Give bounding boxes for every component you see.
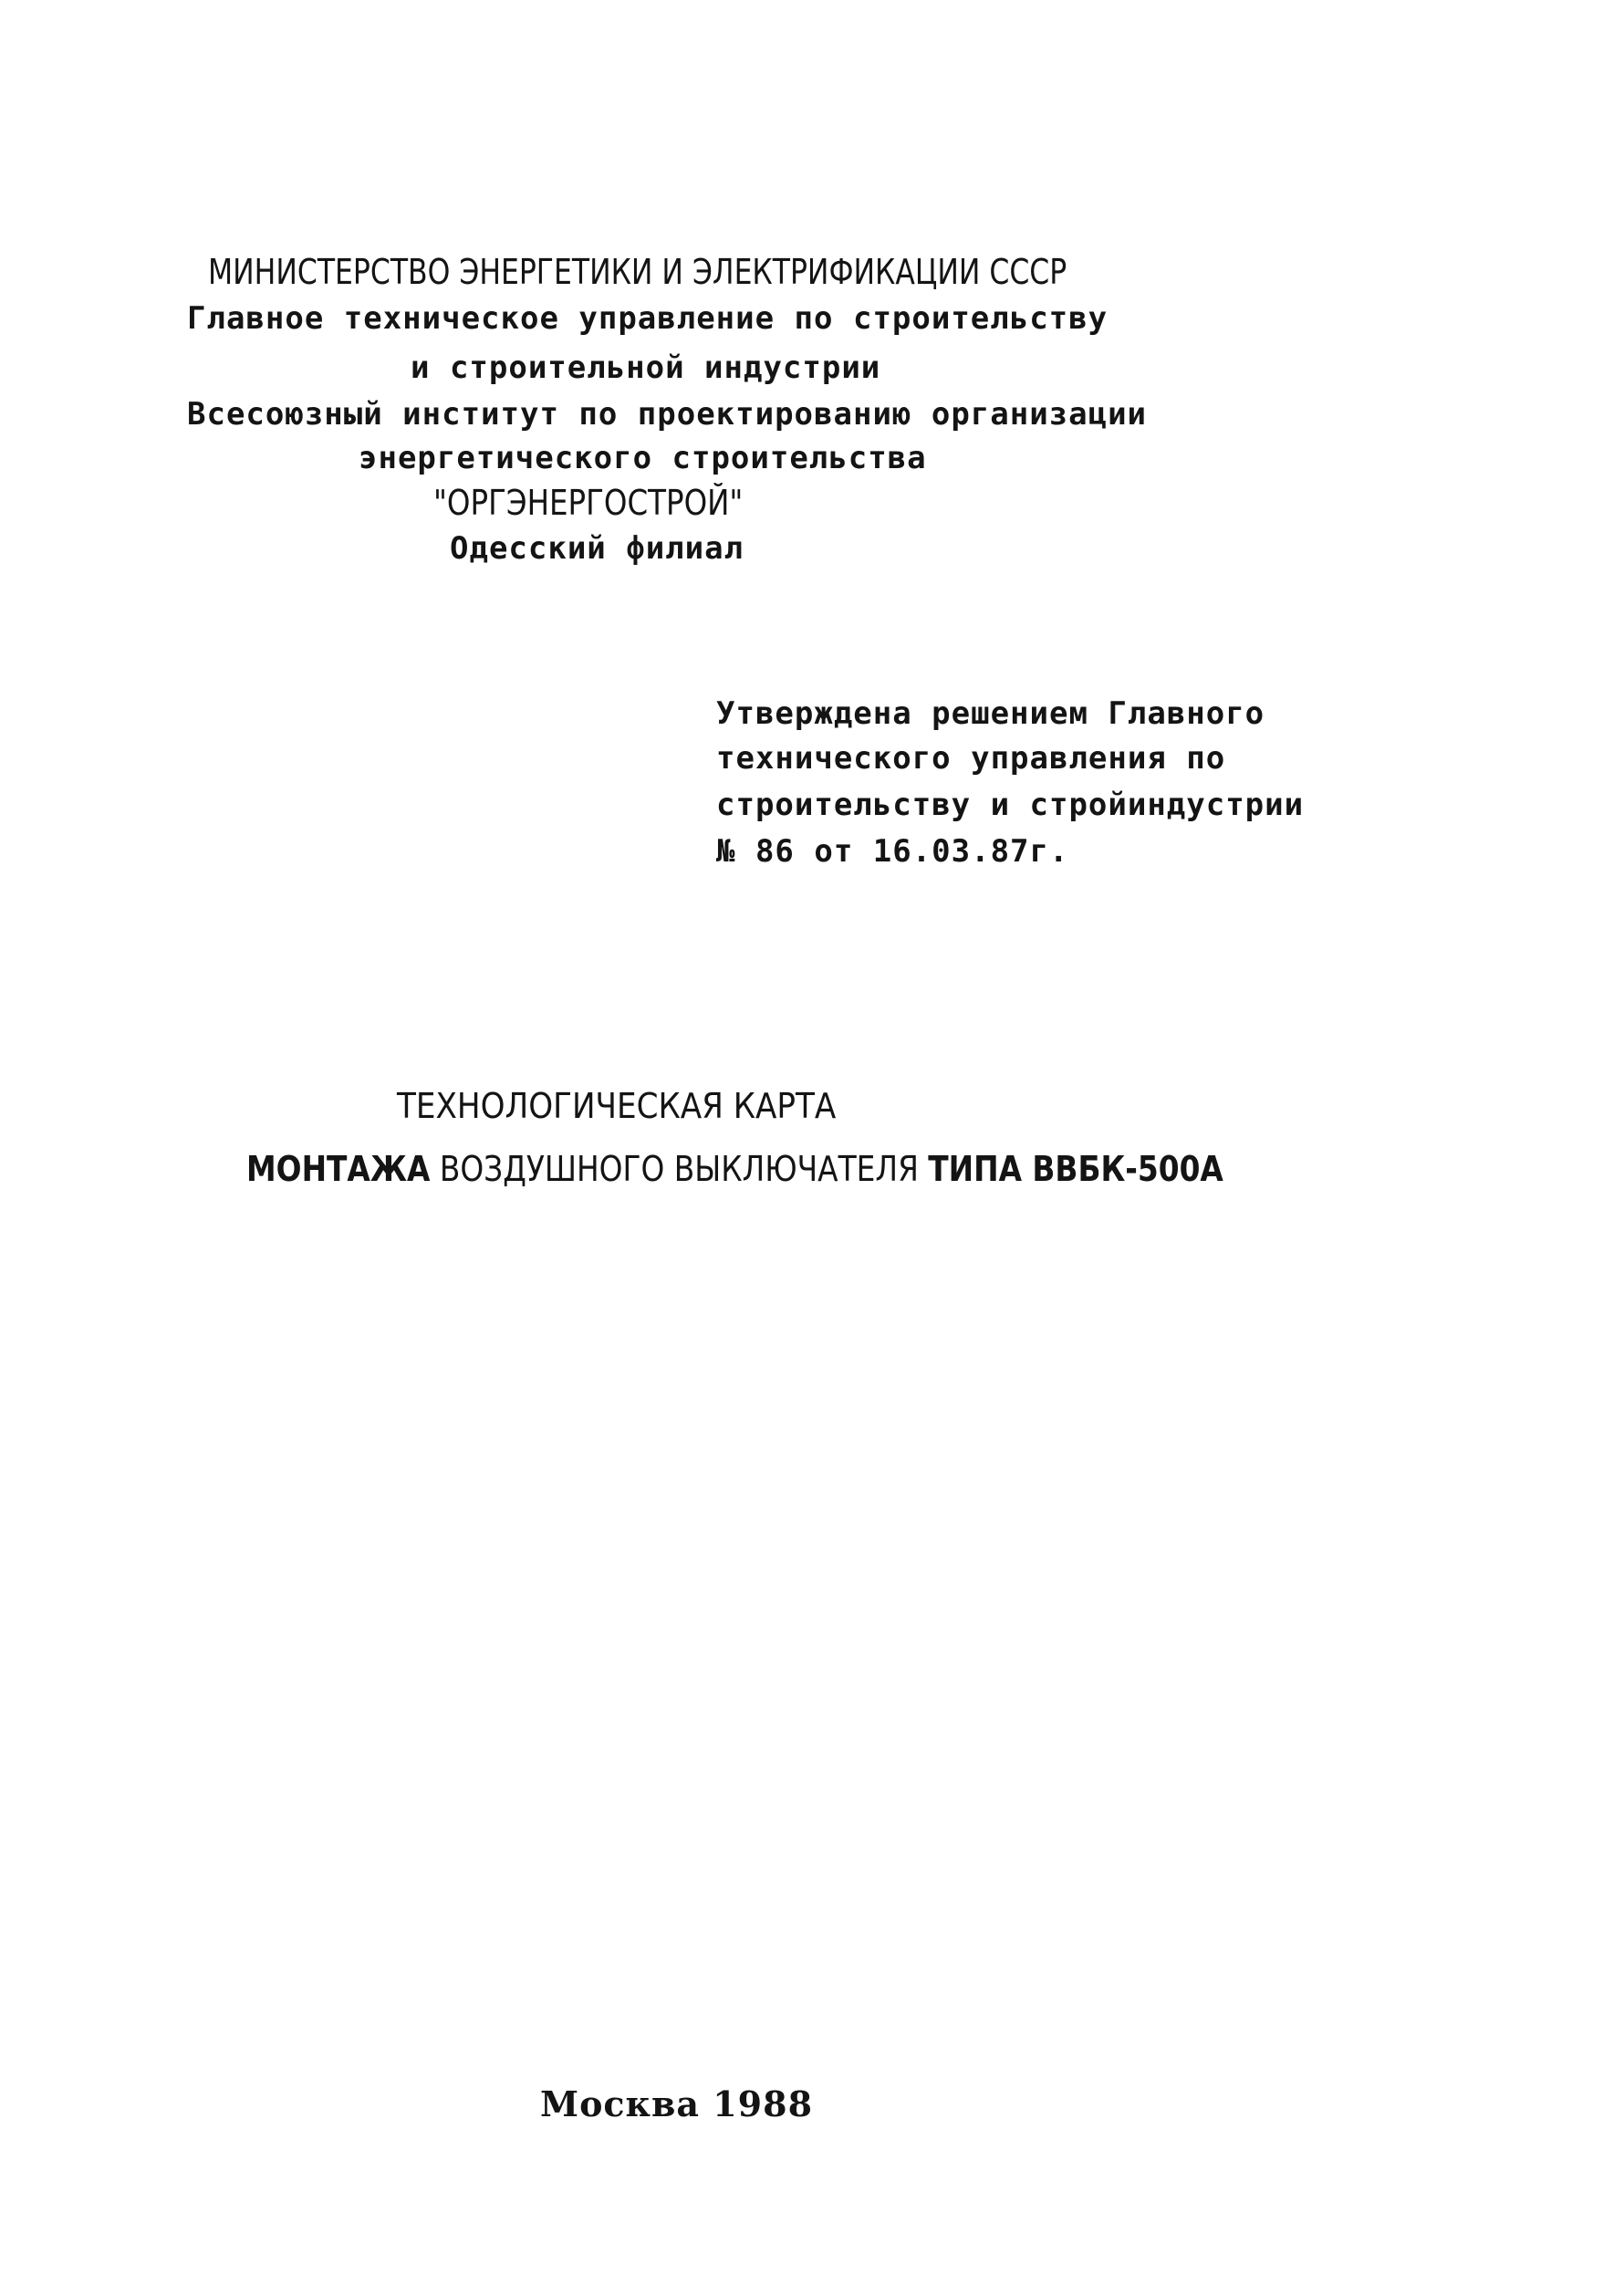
approval-line-3: строительству и стройиндустрии	[716, 787, 1305, 823]
ministry-heading: МИНИСТЕРСТВО ЭНЕРГЕТИКИ И ЭЛЕКТРИФИКАЦИИ СССР	[208, 252, 1067, 292]
institute-line-1: Всесоюзный институт по проектированию организации	[187, 396, 1148, 433]
institute-line-2: энергетического строительства	[359, 440, 927, 476]
organization-name: "ОРГЭНЕРГОСТРОЙ"	[433, 483, 744, 523]
title-type-text: ТИПА ВВБК-500А	[928, 1149, 1223, 1189]
city-year: Москва 1988	[540, 2083, 814, 2124]
directorate-line-1: Главное техническое управление по строительству	[187, 300, 1109, 337]
branch-name: Одесский филиал	[450, 530, 744, 567]
approval-line-4: № 86 от 16.03.87г.	[716, 833, 1069, 870]
directorate-line-2: и строительной индустрии	[411, 350, 881, 386]
approval-line-2: технического управления по	[716, 740, 1226, 777]
approval-line-1: Утверждена решением Главного	[716, 695, 1265, 732]
document-type-title: ТЕХНОЛОГИЧЕСКАЯ КАРТА	[397, 1086, 837, 1126]
document-subject-title	[246, 1150, 1223, 1188]
title-middle-text: ВОЗДУШНОГО ВЫКЛЮЧАТЕЛЯ	[430, 1149, 929, 1189]
title-bold-word: МОНТАЖА	[246, 1149, 431, 1189]
